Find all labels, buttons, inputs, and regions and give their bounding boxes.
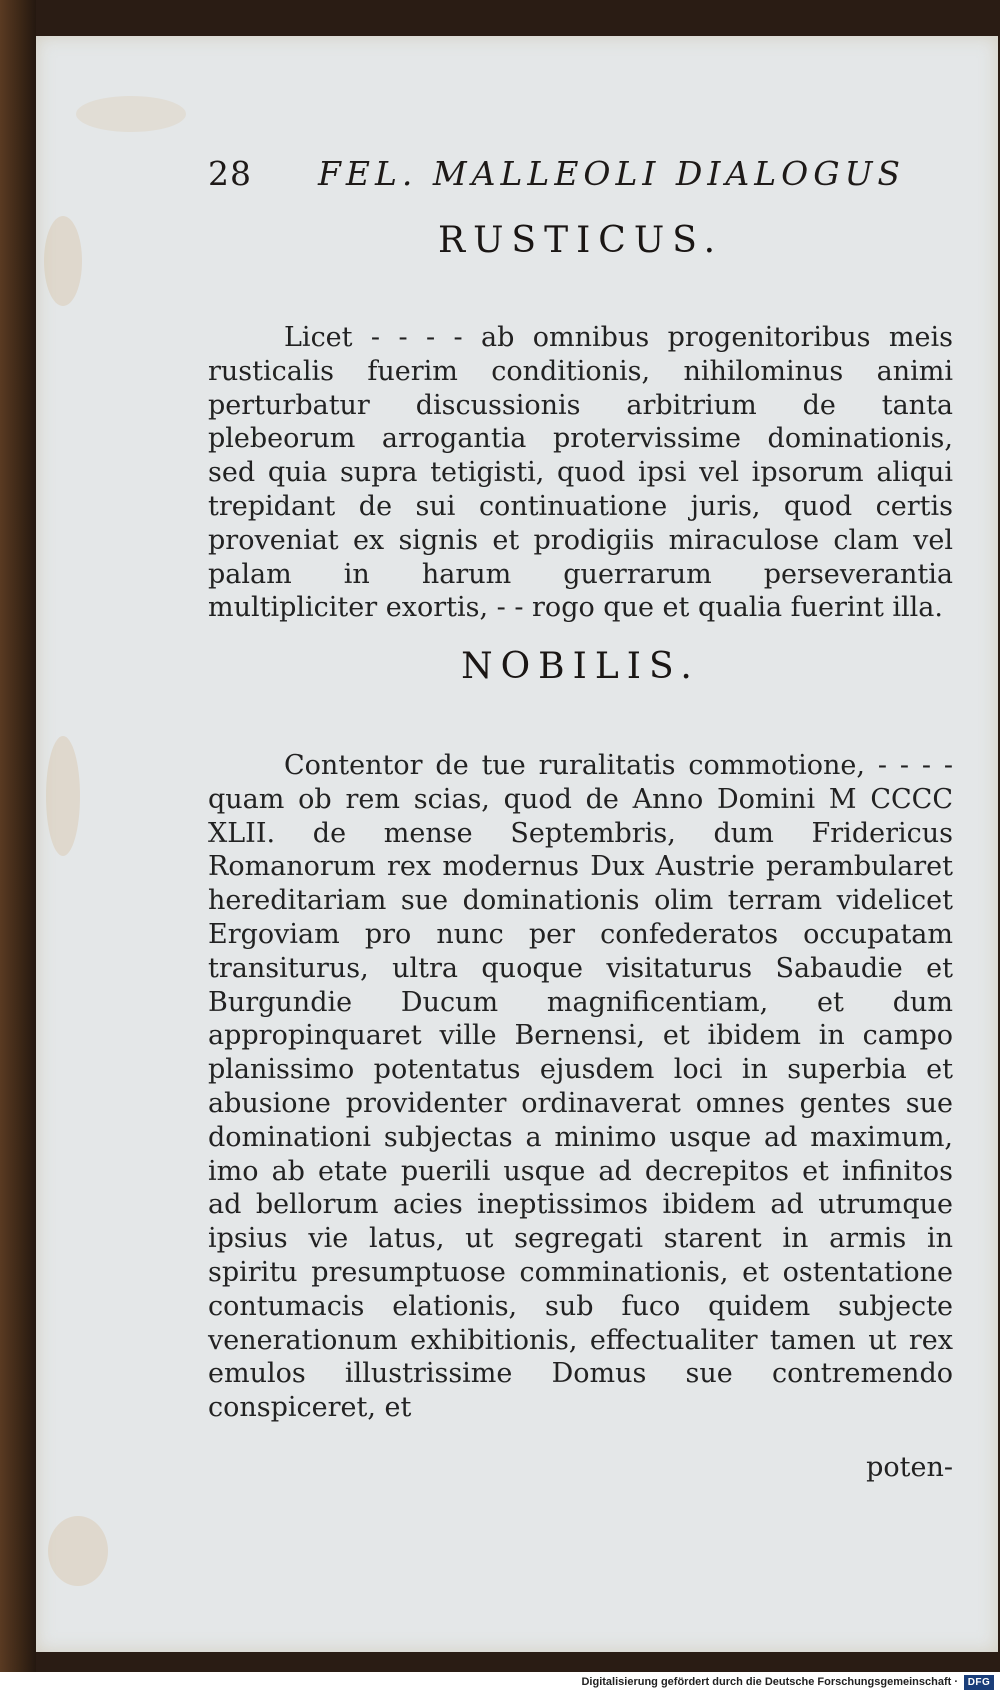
footer-bar xyxy=(0,1672,1000,1694)
book-spine-edge xyxy=(0,0,36,1672)
speaker-heading-nobilis: NOBILIS. xyxy=(461,646,700,687)
page-number: 28 xyxy=(208,154,252,193)
book-page xyxy=(36,36,998,1652)
digitization-credit: Digitalisierung gefördert durch die Deutsche Forschungsgemeinschaft · xyxy=(581,1676,958,1688)
nobilis-paragraph: Contentor de tue ruralitatis commotione, - - - - quam ob rem scias, quod de Anno Domini M CCCC XLII. de mense Septembris, dum Fridericus Romanorum rex modernus Dux Austrie perambularet hereditariam sue dominationis olim terram videlicet Ergoviam pro nunc per confederatos occupatam transiturus, ultra quoque visitaturus Sabaudie et Burgundie Ducum magnificentiam, et dum appropinquaret ville Bernensi, et ibidem in campo planissimo potentatus ejusdem loci in superbia et abusione providenter ordinaverat omnes gentes sue dominationi subjectas a minimo usque ad maximum, imo ab etate puerili usque ad decrepitos et infinitos ad bellorum acies ineptissimos ibidem ad utrumque ipsius vie latus, ut segregati starent in armis in spiritu presumptuose comminationis, et ostentatione contumacis elationis, sub fuco quidem subjecte venerationum exhibitionis, effectualiter tamen ut rex emulos illustrissime Domus sue contremendo conspiceret, et xyxy=(208,750,953,1424)
running-title: FEL. MALLEOLI DIALOGUS xyxy=(318,154,905,193)
dfg-logo: DFG xyxy=(964,1675,994,1690)
running-head xyxy=(208,154,953,214)
catchword: poten- xyxy=(866,1452,953,1483)
paper-stain xyxy=(76,96,186,132)
paper-stain xyxy=(48,1516,108,1586)
speaker-heading-rusticus: RUSTICUS. xyxy=(437,220,724,261)
rusticus-paragraph: Licet - - - - ab omnibus progenitoribus meis rusticalis fuerim conditionis, nihilominus animi perturbatur discussionis arbitrium de tanta plebeorum arrogantia protervissime dominationis, sed quia supra tetigisti, quod ipsi vel ipsorum aliqui trepidant de sui continuatione juris, quod certis proveniat ex signis et prodigiis miraculose clam vel palam in harum guerrarum perseverantia multipliciter exortis, - - rogo que et qualia fuerint illa. xyxy=(208,322,953,624)
paper-stain xyxy=(46,736,80,856)
paper-stain xyxy=(44,216,82,306)
